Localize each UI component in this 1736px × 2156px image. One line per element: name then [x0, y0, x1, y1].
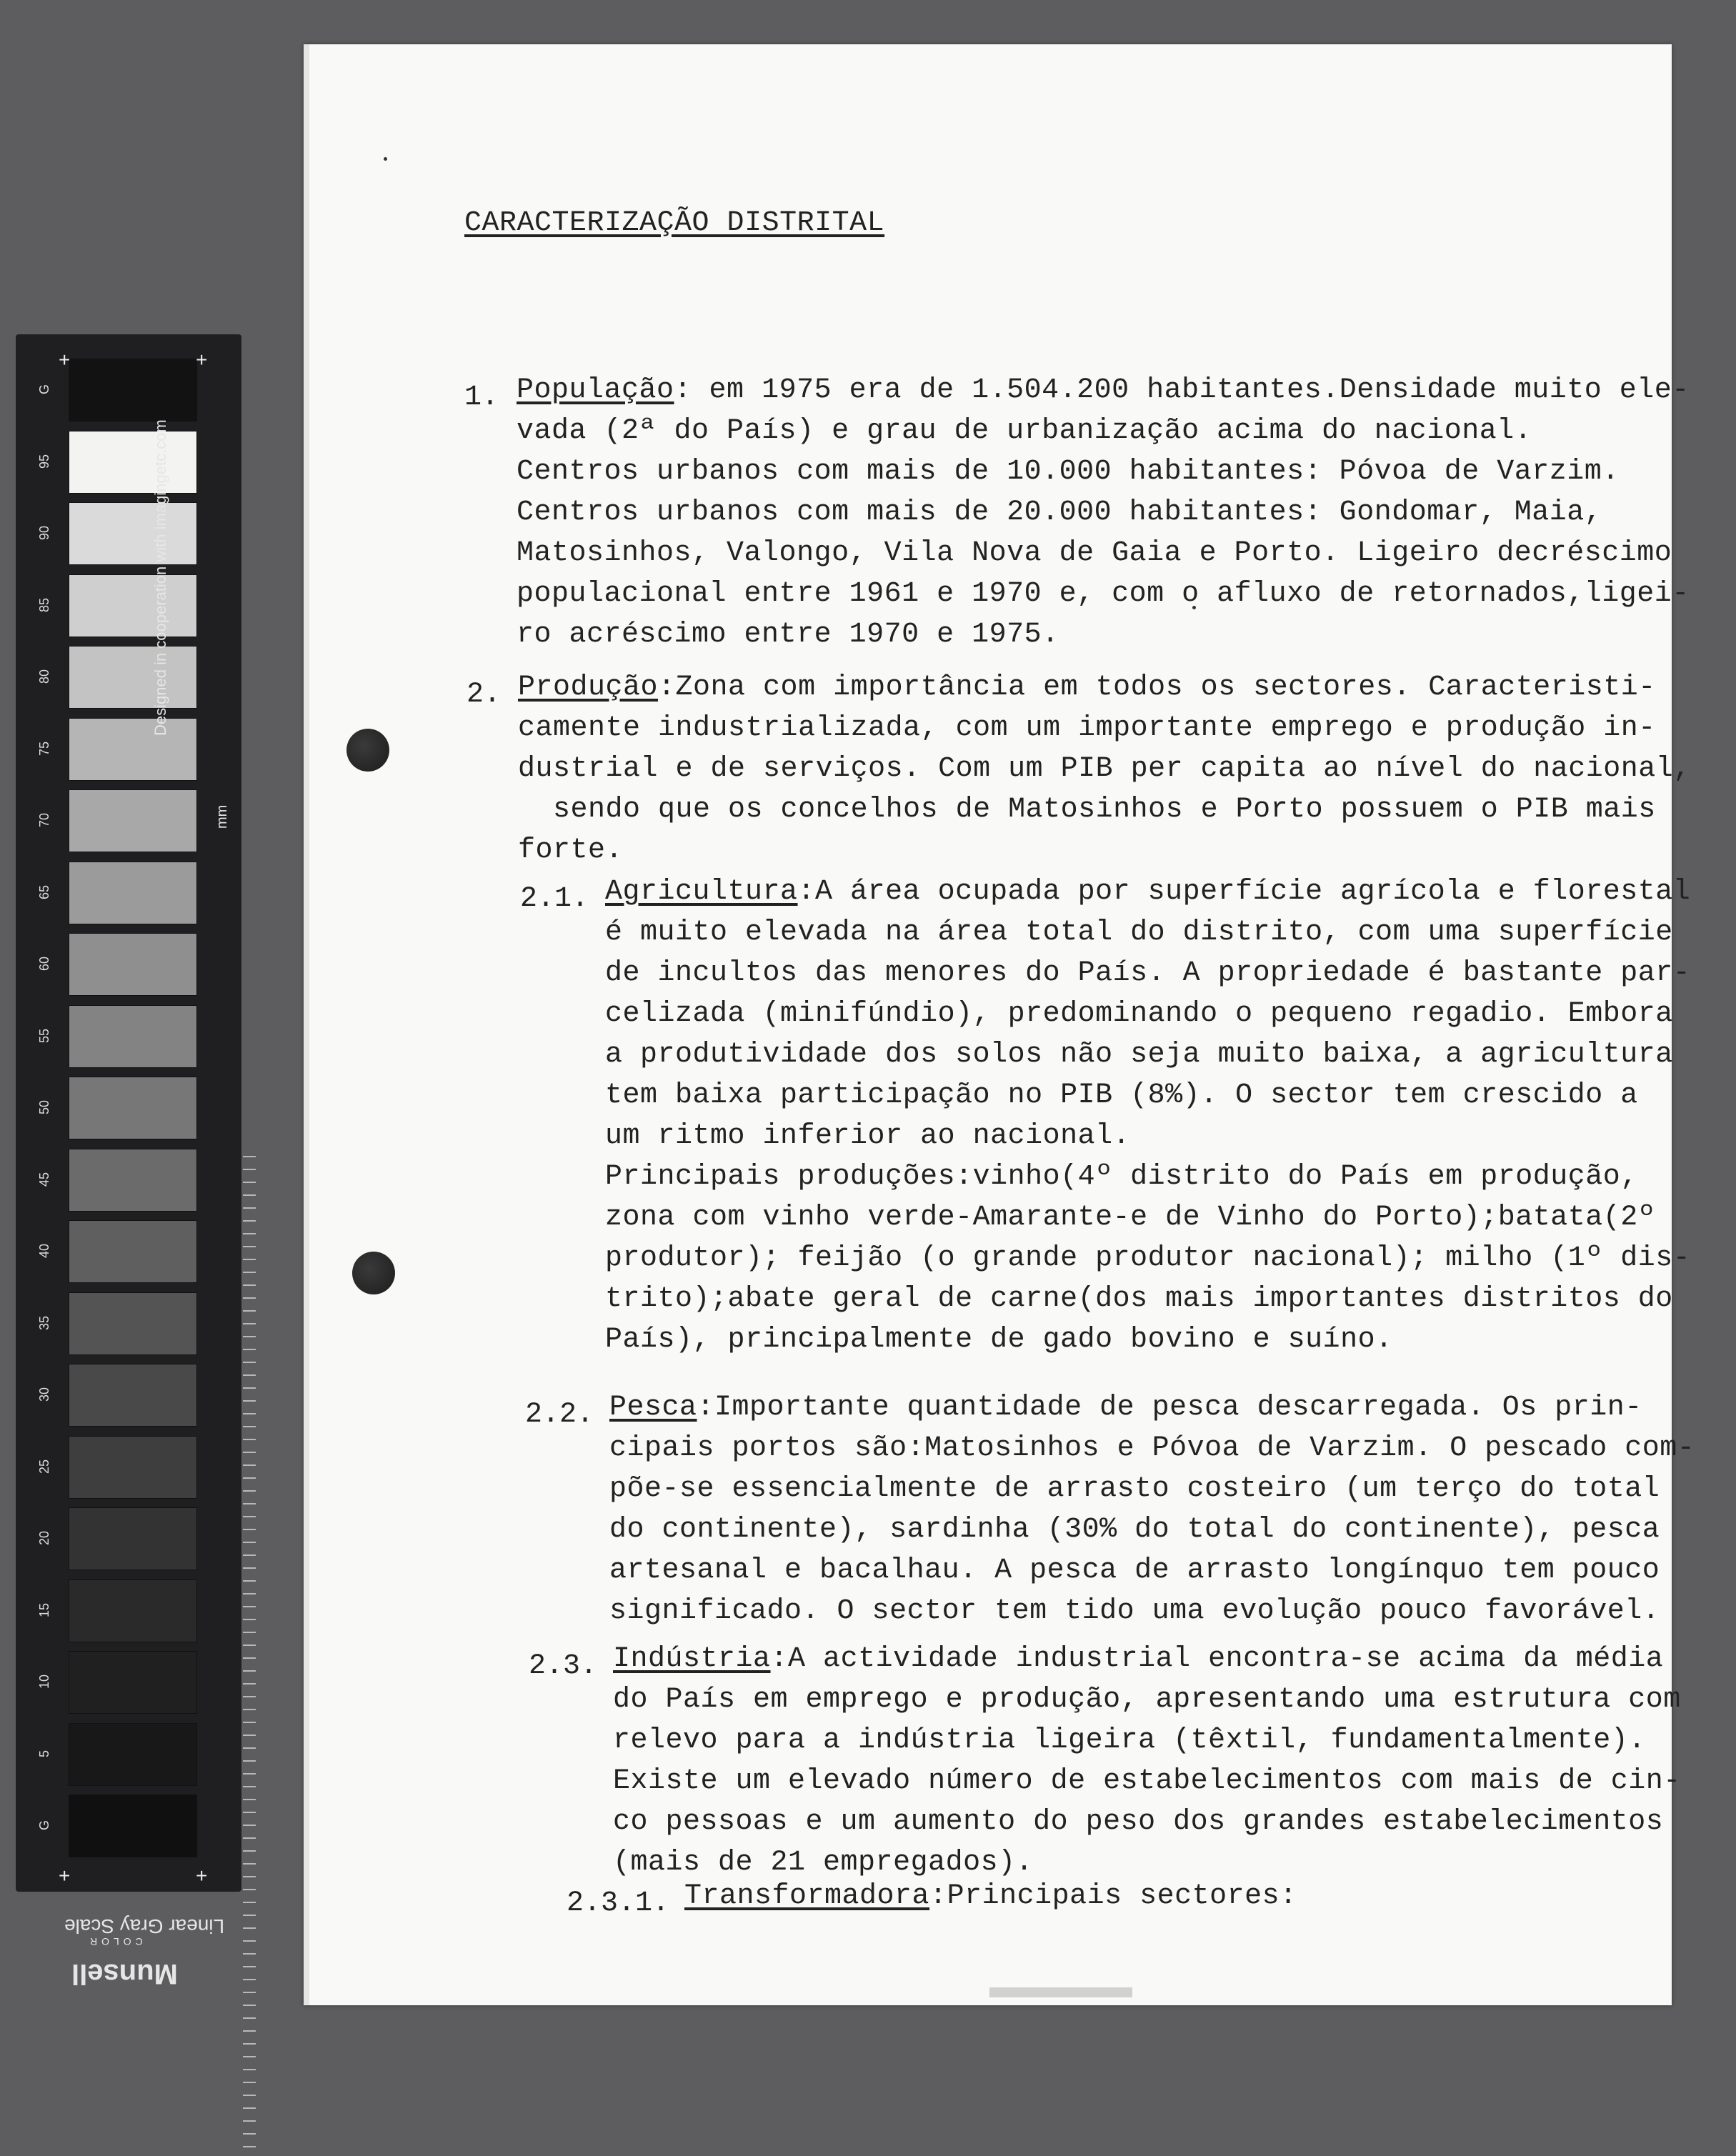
- gray-patch: [69, 431, 197, 494]
- gray-patch: [69, 1005, 197, 1068]
- gray-patch-label: 50: [36, 1099, 51, 1115]
- card-brand-sub: COLOR: [86, 1936, 143, 1947]
- gray-patch: [69, 574, 197, 637]
- punch-hole: [346, 729, 389, 772]
- section-number: 2.1.: [520, 883, 589, 915]
- section-heading: Transformadora: [684, 1880, 930, 1912]
- gray-patch-label: 45: [36, 1172, 51, 1187]
- section-2-2-first-line: [609, 1387, 1642, 1428]
- gray-patch-label: 85: [36, 597, 51, 612]
- registration-mark: +: [59, 349, 71, 371]
- paper-edge: [304, 44, 309, 2005]
- section-1-body: vada (2ª do País) e grau de urbanização acima do nacional. Centros urbanos com mais de 10.000 habitantes: Póvoa de Varzim. Centros urbanos com mais de 20.000 habitantes: Gondomar, Maia, Matosinhos, Valongo, Vila Nova de Gaia e Porto. Ligeiro decréscimo populacional entre 1961 e 1970 e, com o afluxo de retornados,ligei- ro acréscimo entre 1970 e 1975.: [517, 415, 1690, 651]
- section-2-first-line: [518, 667, 1656, 708]
- gray-patch: [69, 1507, 197, 1570]
- gray-patch: [69, 862, 197, 924]
- section-2-1-body: é muito elevada na área total do distrito, com uma superfície de incultos das menores do País. A propriedade é bastante par- celizada (minifúndio), predominando o pequeno regadio. Embora a produtividade dos solos não seja muito baixa, a agricultura tem baixa participação no PIB (8%). O sector tem crescido a um ritmo inferior ao nacional. Principais produções:vinho(4º distrito do País em produção, zona com vinho verde-Amarante-e de Vinho do Porto);batata(2º produtor); feijão (o grande produtor nacional); milho (1º dis- trito);abate geral de carne(dos mais importantes distritos do País), principalmente de gado bovino e suíno.: [605, 917, 1691, 1356]
- gray-patch-label: 30: [36, 1387, 51, 1402]
- card-mm-label: mm: [214, 804, 230, 829]
- section-text: :Importante quantidade de pesca descarregada. Os prin-: [697, 1392, 1642, 1424]
- gray-patch-label: 65: [36, 884, 51, 899]
- gray-patch-label: 95: [36, 454, 51, 469]
- section-2-3-first-line: [613, 1639, 1663, 1680]
- section-2-2-body: cipais portos são:Matosinhos e Póvoa de Varzim. O pescado com- põe-se essencialmente de arrasto costeiro (um terço do total do continente), sardinha (30% do total do continente), pesca artesanal e bacalhau. A pesca de arrasto longínquo tem pouco significado. O sector tem tido uma evolução pouco favorável.: [609, 1432, 1695, 1627]
- registration-mark: +: [196, 1865, 208, 1887]
- speck: [384, 157, 387, 161]
- section-text: :A actividade industrial encontra-se acima da média: [770, 1643, 1664, 1675]
- gray-patch-label: 70: [36, 812, 51, 828]
- gray-patch-label: G: [36, 384, 51, 395]
- gray-patch: [69, 1651, 197, 1714]
- gray-patch: [69, 646, 197, 709]
- gray-patch: [69, 1149, 197, 1212]
- gray-patch-label: 15: [36, 1602, 51, 1617]
- section-heading: Produção: [518, 672, 659, 704]
- gray-patch: [69, 789, 197, 852]
- typed-page: [304, 44, 1695, 2005]
- gray-patch: [69, 718, 197, 781]
- smudge: [989, 1987, 1132, 1997]
- gray-patch: [69, 1292, 197, 1355]
- document-title: CARACTERIZAÇÃO DISTRITAL: [464, 207, 885, 239]
- gray-patch: [69, 1364, 197, 1427]
- section-number: 2.2.: [525, 1399, 594, 1431]
- gray-patch-label: G: [36, 1820, 51, 1831]
- gray-patch-label: 80: [36, 669, 51, 684]
- gray-patch-label: 75: [36, 741, 51, 756]
- card-credit: Designed in cooperation with imagingetc.com: [151, 419, 169, 736]
- section-number: 1.: [464, 381, 499, 414]
- gray-patch-label: 90: [36, 525, 51, 541]
- section-text: : em 1975 era de 1.504.200 habitantes.Densidade muito ele-: [674, 374, 1690, 406]
- gray-patch: [69, 1795, 197, 1857]
- section-2-body: camente industrializada, com um importante emprego e produção in- dustrial e de serviços. Com um PIB per capita ao nível do nacional, sendo que os concelhos de Matosinhos e Porto possuem o PIB mais forte.: [518, 712, 1691, 867]
- gray-patch-label: 60: [36, 956, 51, 972]
- section-number: 2.: [467, 679, 502, 711]
- registration-mark: +: [59, 1865, 71, 1887]
- section-number: 2.3.1.: [567, 1887, 670, 1920]
- section-number: 2.3.: [529, 1650, 598, 1682]
- section-2-3-body: do País em emprego e produção, apresentando uma estrutura com relevo para a indústria ligeira (têxtil, fundamentalmente). Existe um elevado número de estabelecimentos com mais de cin- co pessoas e um aumento do peso dos grandes estabelecimentos (mais de 21 empregados).: [613, 1684, 1681, 1879]
- section-text: :A área ocupada por superfície agrícola e florestal: [797, 876, 1691, 908]
- section-2-1-first-line: [605, 872, 1690, 912]
- gray-patch-label: 20: [36, 1530, 51, 1546]
- section-2-3-1-first-line: [684, 1876, 1297, 1917]
- gray-patch: [69, 359, 197, 421]
- gray-patch-label: 35: [36, 1315, 51, 1330]
- section-1-first-line: [517, 370, 1690, 411]
- gray-patch: [69, 1723, 197, 1786]
- card-scale-name: Linear Gray Scale: [64, 1915, 225, 1937]
- section-heading: Agricultura: [605, 876, 798, 908]
- mm-ruler: [243, 1156, 256, 2156]
- gray-patch: [69, 502, 197, 565]
- gray-patch-label: 55: [36, 1028, 51, 1043]
- gray-patch-label: 10: [36, 1674, 51, 1690]
- gray-patch-label: 40: [36, 1243, 51, 1259]
- gray-patch: [69, 933, 197, 996]
- gray-patch: [69, 1077, 197, 1139]
- registration-mark: +: [196, 349, 208, 371]
- section-heading: População: [517, 374, 674, 406]
- punch-hole: [352, 1252, 395, 1294]
- gray-patch: [69, 1579, 197, 1642]
- card-brand: Munsell: [71, 1958, 178, 1990]
- section-heading: Indústria: [613, 1643, 771, 1675]
- gray-patch: [69, 1436, 197, 1499]
- section-text: :Principais sectores:: [929, 1880, 1297, 1912]
- gray-patch: [69, 1220, 197, 1283]
- section-heading: Pesca: [609, 1392, 697, 1424]
- gray-patch-label: 5: [36, 1750, 51, 1757]
- gray-patch-label: 25: [36, 1459, 51, 1474]
- section-text: :Zona com importância em todos os sectores. Caracteristi-: [658, 672, 1656, 704]
- gray-scale-card: [16, 334, 241, 1892]
